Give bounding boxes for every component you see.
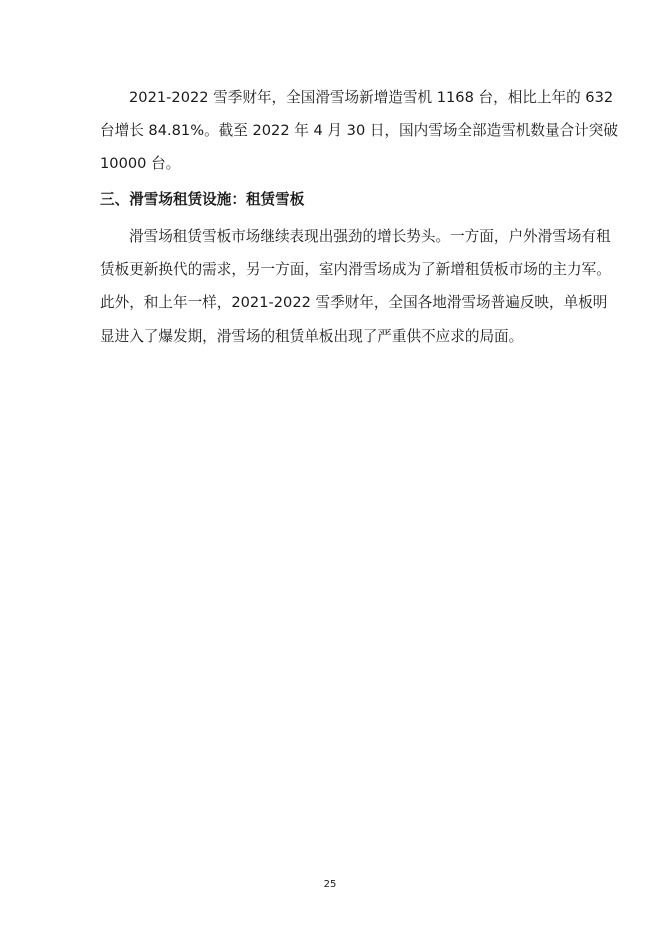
- paragraph-1-line: 10000 台。: [100, 155, 181, 172]
- paragraph-2-line: 赁板更新换代的需求，另一方面，室内滑雪场成为了新增租赁板市场的主力军。: [100, 261, 611, 278]
- paragraph-2-line: 显进入了爆发期，滑雪场的租赁单板出现了严重供不应求的局面。: [100, 328, 524, 345]
- paragraph-2-line: 滑雪场租赁雪板市场继续表现出强劲的增长势头。一方面，户外滑雪场有租: [129, 228, 611, 245]
- page-number: 25: [323, 879, 337, 890]
- section-heading: 三、滑雪场租赁设施：租赁雪板: [100, 191, 305, 208]
- paragraph-1-line: 台增长 84.81%。截至 2022 年 4 月 30 日，国内雪场全部造雪机数量合计突破: [100, 122, 618, 139]
- paragraph-2-line: 此外，和上年一样，2021-2022 雪季财年，全国各地滑雪场普遍反映，单板明: [100, 294, 608, 311]
- paragraph-1-line: 2021-2022 雪季财年，全国滑雪场新增造雪机 1168 台，相比上年的 632: [129, 89, 614, 106]
